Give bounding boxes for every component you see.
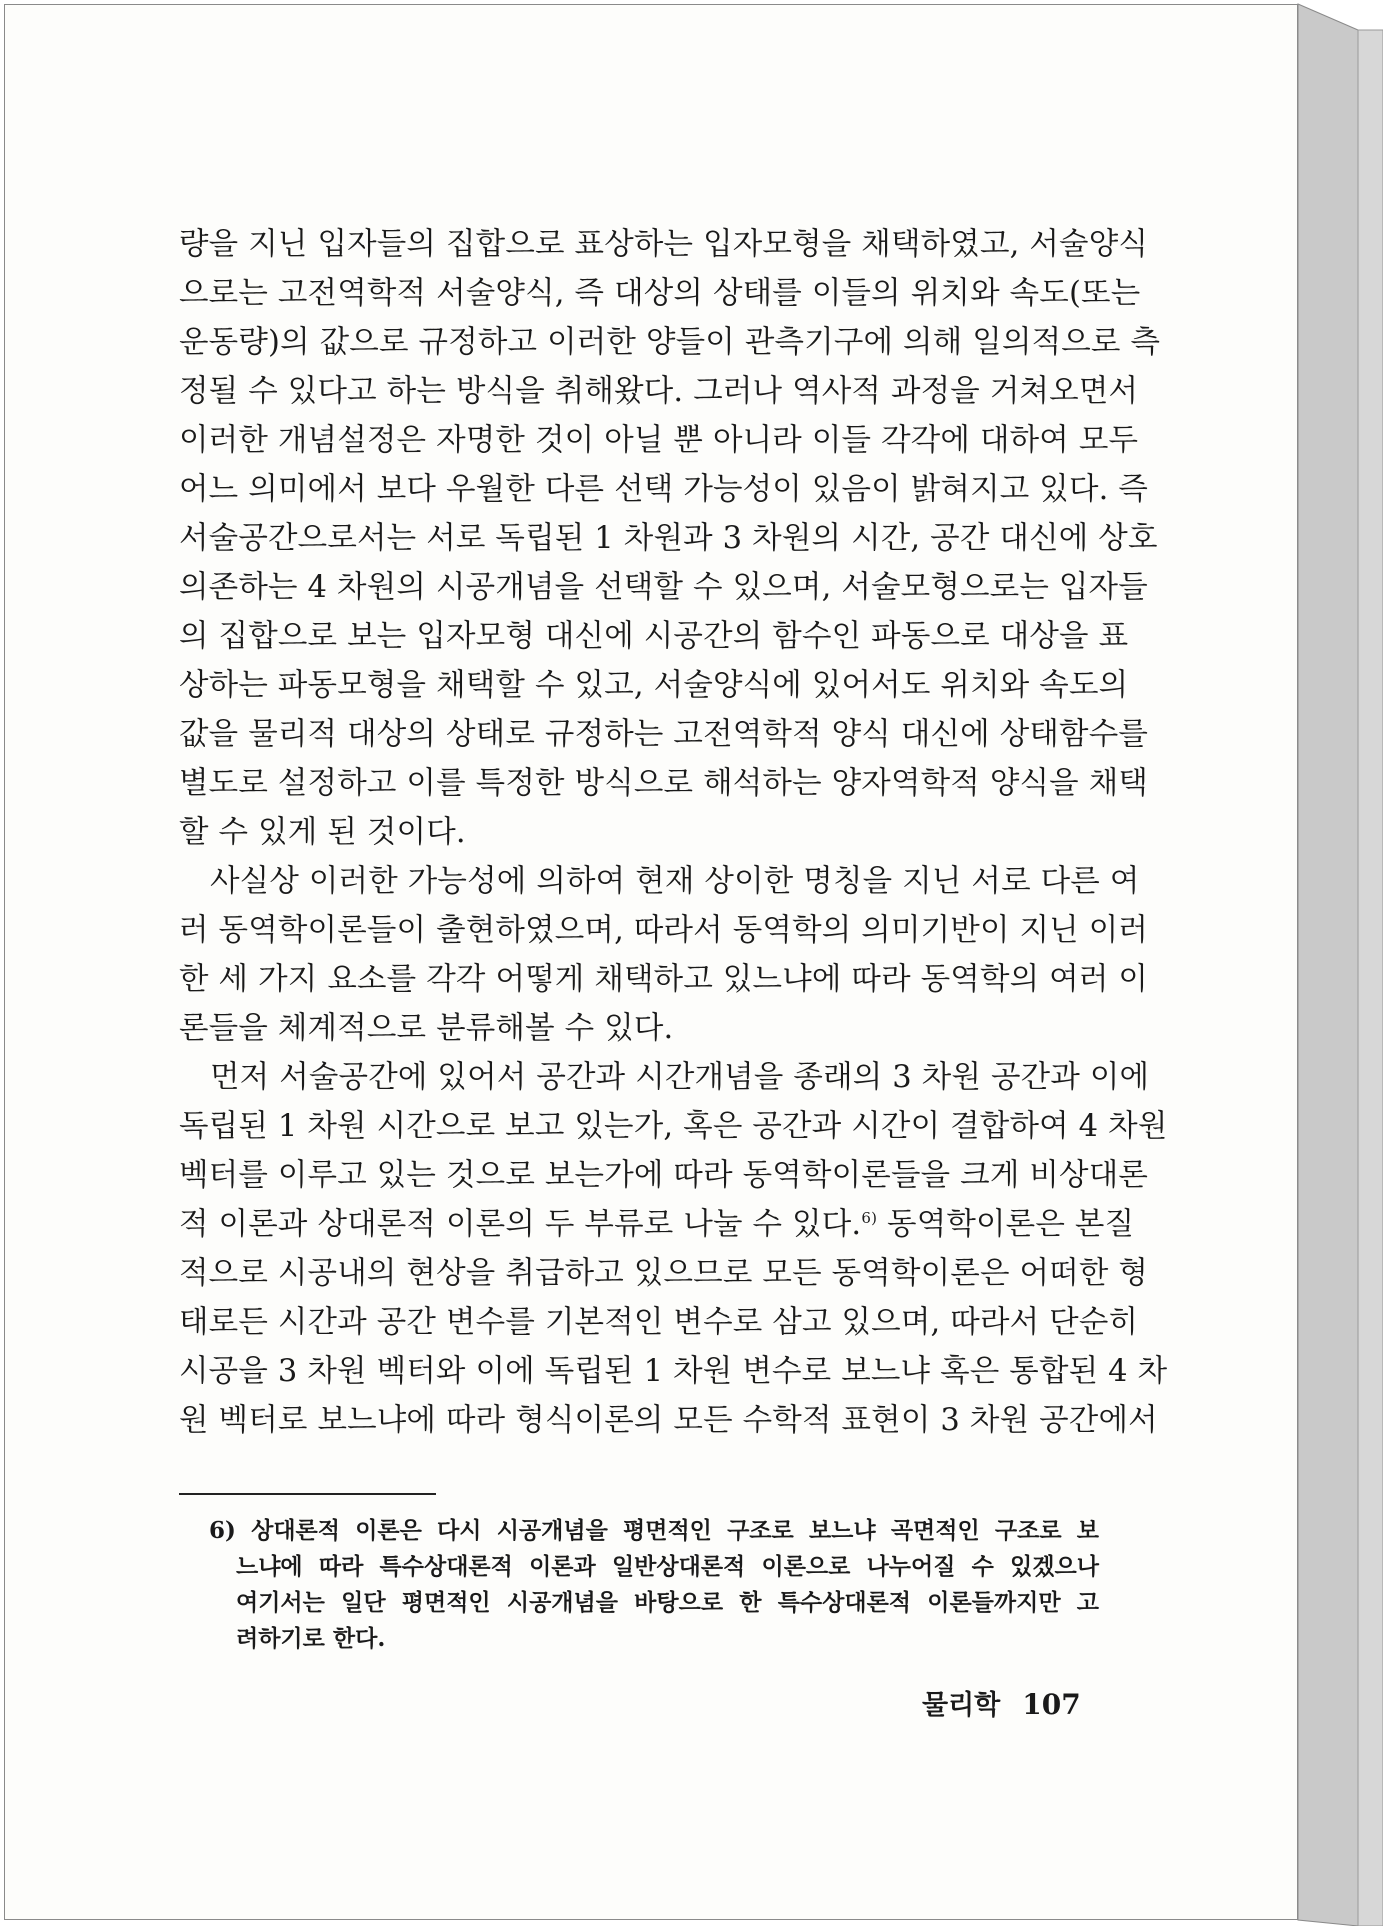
text-line: 량을 지닌 입자들의 집합으로 표상하는 입자모형을 채택하였고, 서술양식 (179, 227, 1149, 262)
text-line: 적으로 시공내의 현상을 취급하고 있으므로 모든 동역학이론은 어떠한 형 (179, 1256, 1149, 1291)
text-line: 독립된 1 차원 시간으로 보고 있는가, 혹은 공간과 시간이 결합하여 4 차원 (179, 1109, 1168, 1144)
page-folio (922, 1683, 1081, 1727)
text-line: 어느 의미에서 보다 우월한 다른 선택 가능성이 있음이 밝혀지고 있다. 즉 (179, 472, 1149, 507)
running-section-title: 물리학 (922, 1690, 1001, 1721)
footnote-reference[interactable]: 6) (861, 1208, 878, 1227)
text-line: 러 동역학이론들이 출현하였으며, 따라서 동역학의 의미기반이 지닌 이러 (179, 913, 1149, 948)
text-line: 운동량)의 값으로 규정하고 이러한 양들이 관측기구에 의해 일의적으로 측 (179, 325, 1161, 360)
text-line: 으로는 고전역학적 서술양식, 즉 대상의 상태를 이들의 위치와 속도(또는 (179, 276, 1141, 311)
text-line: 론들을 체계적으로 분류해볼 수 있다. (179, 1011, 674, 1046)
footnote-text: 상대론적 이론은 다시 시공개념을 평면적인 구조로 보느냐 곡면적인 구조로 보 (251, 1517, 1099, 1544)
footnote-marker: 6) (209, 1517, 236, 1544)
text-line: 사실상 이러한 가능성에 의하여 현재 상이한 명칭을 지닌 서로 다른 여 (210, 864, 1140, 899)
text-line: 값을 물리적 대상의 상태로 규정하는 고전역학적 양식 대신에 상태함수를 (179, 717, 1149, 752)
text-line: 서술공간으로서는 서로 독립된 1 차원과 3 차원의 시간, 공간 대신에 상호 (179, 521, 1158, 556)
text-line: 태로든 시간과 공간 변수를 기본적인 변수로 삼고 있으며, 따라서 단순히 (179, 1305, 1139, 1340)
text-line: 벡터를 이루고 있는 것으로 보는가에 따라 동역학이론들을 크게 비상대론 (179, 1158, 1149, 1193)
text-line: 이러한 개념설정은 자명한 것이 아닐 뿐 아니라 이들 각각에 대하여 모두 (179, 423, 1139, 458)
text-line: 의존하는 4 차원의 시공개념을 선택할 수 있으며, 서술모형으로는 입자들 (179, 570, 1148, 605)
text-line: 정될 수 있다고 하는 방식을 취해왔다. 그러나 역사적 과정을 거쳐오면서 (179, 374, 1139, 409)
text-line-with-footnote-ref (179, 1200, 1135, 1249)
footnote (209, 1513, 1099, 1657)
text-line: 먼저 서술공간에 있어서 공간과 시간개념을 종래의 3 차원 공간과 이에 (210, 1060, 1150, 1095)
text-line: 원 벡터로 보느냐에 따라 형식이론의 모든 수학적 표현이 3 차원 공간에서 (179, 1403, 1158, 1438)
text-line: 시공을 3 차원 벡터와 이에 독립된 1 차원 변수로 보느냐 혹은 통합된 4 차 (179, 1354, 1168, 1389)
footnote-line: 려하기로 한다. (236, 1625, 386, 1652)
text-line: 한 세 가지 요소를 각각 어떻게 채택하고 있느냐에 따라 동역학의 여러 이 (179, 962, 1149, 997)
footnote-divider (179, 1493, 436, 1495)
text-line: 의 집합으로 보는 입자모형 대신에 시공간의 함수인 파동으로 대상을 표 (179, 619, 1129, 654)
text-line: 별도로 설정하고 이를 특정한 방식으로 해석하는 양자역학적 양식을 채택 (179, 766, 1149, 801)
text-segment: 동역학이론은 본질 (887, 1207, 1135, 1242)
text-segment: 적 이론과 상대론적 이론의 두 부류로 나눌 수 있다. (179, 1207, 862, 1242)
text-line: 상하는 파동모형을 채택할 수 있고, 서술양식에 있어서도 위치와 속도의 (179, 668, 1129, 703)
footnote-line: 느냐에 따라 특수상대론적 이론과 일반상대론적 이론으로 나누어질 수 있겠으나 (236, 1553, 1099, 1580)
text-line: 할 수 있게 된 것이다. (179, 815, 466, 850)
page-number: 107 (1022, 1688, 1081, 1721)
body-text (179, 220, 1168, 1445)
footnote-line: 여기서는 일단 평면적인 시공개념을 바탕으로 한 특수상대론적 이론들까지만 고 (236, 1589, 1099, 1616)
footnote-line (209, 1513, 1099, 1549)
